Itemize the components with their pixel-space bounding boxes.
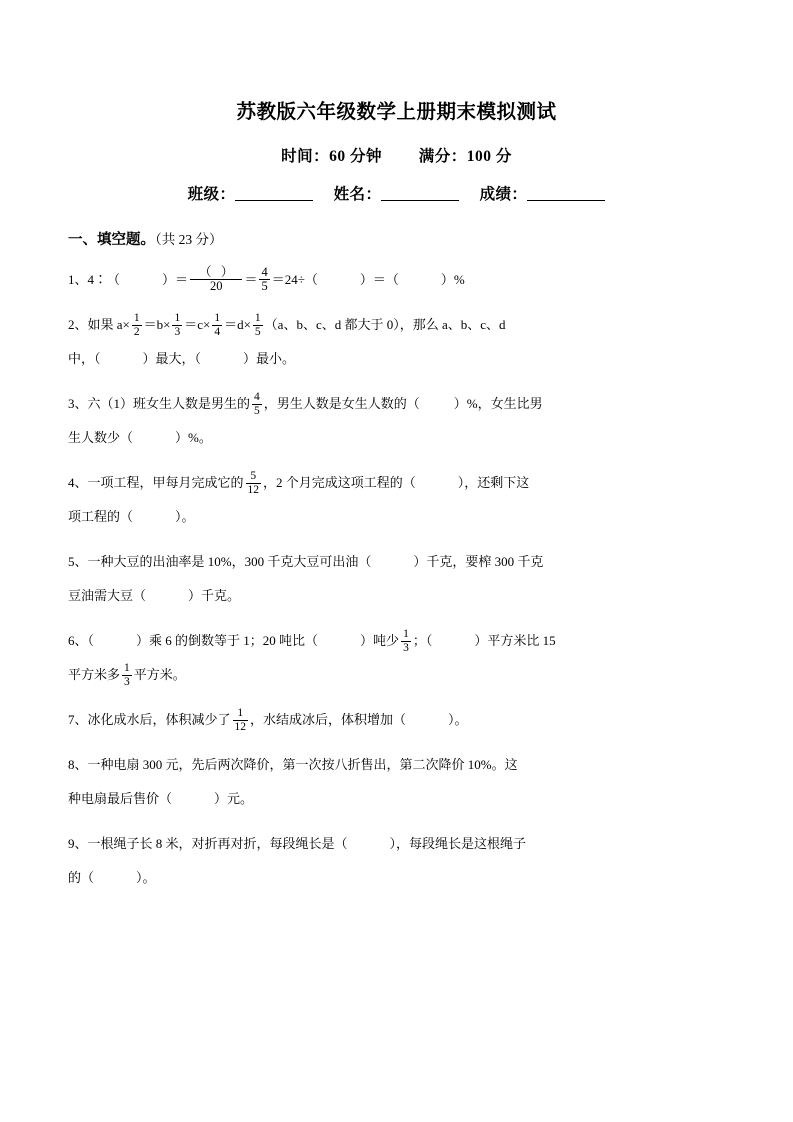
q6-fraction-2: $\frac{1}{3}$ bbox=[124, 662, 130, 688]
q4-text-5: ）。 bbox=[175, 509, 195, 524]
question-6-number: 6、 bbox=[68, 633, 88, 648]
question-2-number: 2、 bbox=[68, 317, 88, 332]
q4-text-4: 项工程的（ bbox=[68, 509, 134, 524]
q2-text-5: （a、b、c、d 都大于 0），那么 a、b、c、d bbox=[264, 317, 506, 332]
student-info-line bbox=[68, 182, 725, 204]
question-1-number: 1、 bbox=[68, 272, 88, 287]
q6-text-3: ）吨少 bbox=[360, 633, 400, 648]
q5-text-2: ）千克，要榨 300 千克 bbox=[413, 554, 544, 569]
q3-text-5: ）%。 bbox=[175, 430, 212, 445]
page-title: 苏教版六年级数学上册期末模拟测试 bbox=[236, 102, 557, 123]
q9-text-4: ）。 bbox=[136, 870, 156, 885]
q6-text-6: 平方米多 bbox=[68, 667, 121, 682]
class-label: 班级： bbox=[187, 186, 236, 203]
q3-text-3: ）%，女生比男 bbox=[453, 396, 543, 411]
q4-text-2: ，2 个月完成这项工程的（ bbox=[263, 475, 416, 490]
question-2 bbox=[68, 308, 725, 376]
q2-fraction-4: $\frac{1}{5}$ bbox=[254, 312, 261, 338]
q6-text-7: 平方米。 bbox=[133, 667, 186, 682]
grade-label: 成绩： bbox=[479, 186, 528, 203]
q6-text-1: （ bbox=[87, 633, 95, 648]
grade-blank[interactable] bbox=[527, 185, 605, 201]
question-4 bbox=[68, 466, 725, 534]
q4-text-1: 一项工程，甲每月完成它的 bbox=[87, 475, 244, 490]
q2-fraction-2: $\frac{1}{3}$ bbox=[174, 312, 181, 338]
question-3 bbox=[68, 387, 725, 455]
question-1: 1、4∶（ ）＝ $\frac{( )}{20}$ ＝ $\frac{4}{5}$ ＝24÷（ ）＝（ ）% bbox=[68, 264, 465, 293]
question-9-number: 9、 bbox=[68, 836, 88, 851]
time-label: 时间：60 分钟 bbox=[281, 148, 382, 165]
q2-fraction-1: $\frac{1}{2}$ bbox=[133, 312, 140, 338]
q4-text-3: ），还剩下这 bbox=[457, 475, 530, 490]
section-1-title: 一、填空题。 bbox=[68, 232, 155, 248]
q2-text-4: ＝d× bbox=[224, 317, 251, 332]
q6-text-2: ）乘 6 的倒数等于 1；20 吨比（ bbox=[136, 633, 319, 648]
q3-text-4: 生人数少（ bbox=[68, 430, 134, 445]
q2-text-6: 中，（ bbox=[68, 351, 101, 366]
q7-fraction-1: $\frac{1}{12}$ bbox=[234, 707, 247, 733]
question-8-number: 8、 bbox=[68, 757, 88, 772]
question-5-number: 5、 bbox=[68, 554, 88, 569]
q8-text-2: 种电扇最后售价（ bbox=[68, 791, 173, 806]
full-score-label: 满分：100 分 bbox=[418, 148, 512, 165]
q8-text-1: 一种电扇 300 元，先后两次降价，第一次按八折售出，第二次降价 10%。这 bbox=[87, 757, 518, 772]
question-3-number: 3、 bbox=[68, 396, 88, 411]
q2-text-8: ）最小。 bbox=[243, 351, 296, 366]
question-4-number: 4、 bbox=[68, 475, 88, 490]
q5-text-1: 一种大豆的出油率是 10%，300 千克大豆可出油（ bbox=[87, 554, 372, 569]
class-blank[interactable] bbox=[235, 185, 313, 201]
exam-meta-line bbox=[68, 144, 725, 166]
section-1-points: （共 23 分） bbox=[155, 232, 223, 247]
question-8 bbox=[68, 748, 725, 816]
q8-text-3: ）元。 bbox=[214, 791, 254, 806]
name-blank[interactable] bbox=[381, 185, 459, 201]
question-6 bbox=[68, 624, 725, 692]
q9-text-3: 的（ bbox=[68, 870, 95, 885]
q2-text-3: ＝c× bbox=[184, 317, 211, 332]
q3-text-1: 六（1）班女生人数是男生的 bbox=[87, 396, 251, 411]
question-7-number: 7、 bbox=[68, 712, 88, 727]
question-9 bbox=[68, 827, 725, 895]
q1-fraction-2: $\frac{4}{5}$ bbox=[261, 264, 268, 293]
q2-text-2: ＝b× bbox=[143, 317, 171, 332]
q7-text-3: ）。 bbox=[448, 712, 468, 727]
q5-text-4: ）千克。 bbox=[188, 588, 241, 603]
q9-text-2: ），每段绳长是这根绳子 bbox=[389, 836, 527, 851]
q2-fraction-3: $\frac{1}{4}$ bbox=[214, 312, 221, 338]
q3-fraction-1: $\frac{4}{5}$ bbox=[254, 391, 260, 417]
question-5 bbox=[68, 545, 725, 613]
q7-text-1: 冰化成水后，体积减少了 bbox=[87, 712, 231, 727]
q6-text-5: ）平方米比 15 bbox=[474, 633, 556, 648]
q9-text-1: 一根绳子长 8 米，对折再对折，每段绳长是（ bbox=[87, 836, 348, 851]
q2-text-7: ）最大，（ bbox=[142, 351, 202, 366]
q4-fraction-1: $\frac{5}{12}$ bbox=[247, 470, 260, 496]
q2-text-1: 如果 a× bbox=[87, 317, 130, 332]
q6-fraction-1: $\frac{1}{3}$ bbox=[403, 628, 409, 654]
name-label: 姓名： bbox=[333, 186, 382, 203]
section-1-heading bbox=[68, 228, 725, 249]
q1-fraction-1: $\frac{( )}{20}$ bbox=[190, 266, 242, 294]
question-7 bbox=[68, 703, 725, 737]
q3-text-2: ，男生人数是女生人数的（ bbox=[263, 396, 420, 411]
q7-text-2: ，水结成冰后，体积增加（ bbox=[250, 712, 407, 727]
q6-text-4: ；（ bbox=[412, 633, 433, 648]
q5-text-3: 豆油需大豆（ bbox=[68, 588, 147, 603]
